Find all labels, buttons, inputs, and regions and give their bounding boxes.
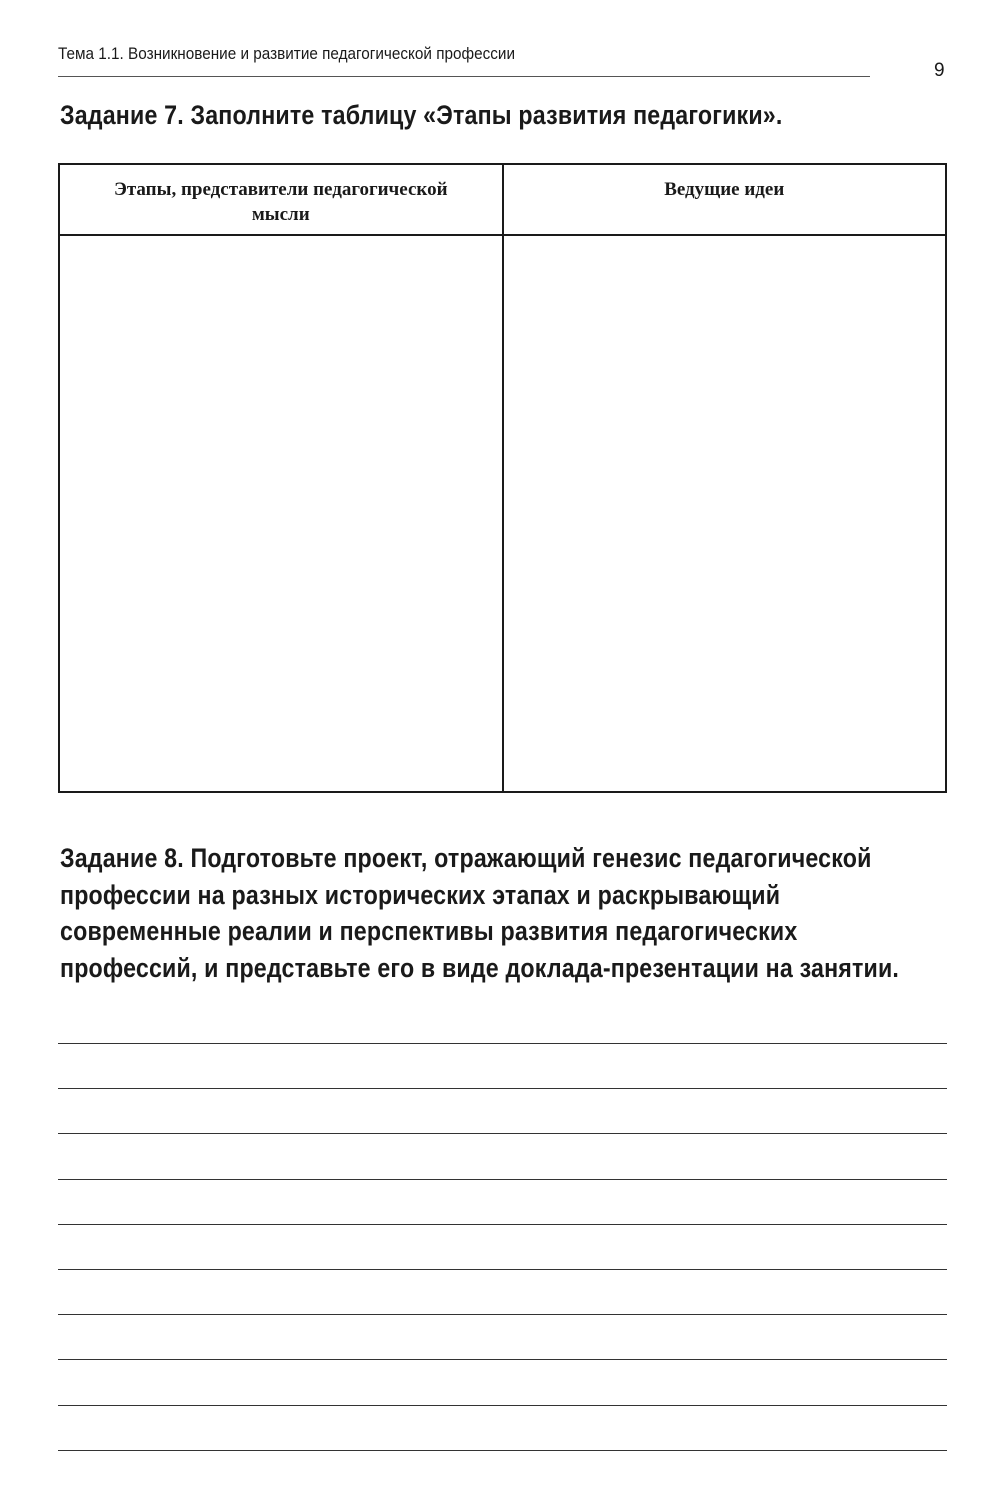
answer-line[interactable] xyxy=(58,1359,947,1360)
answer-line[interactable] xyxy=(58,1179,947,1180)
task-7-heading: Задание 7. Заполните таблицу «Этапы развития педагогики». xyxy=(60,100,783,130)
table-cell-ideas[interactable] xyxy=(503,235,947,792)
task-8-line: Задание 8. Подготовьте проект, отражающий генезис педагогической xyxy=(60,843,872,873)
task-8-line: современные реалии и перспективы развития педагогических xyxy=(60,916,798,946)
answer-line[interactable] xyxy=(58,1043,947,1044)
answer-line[interactable] xyxy=(58,1405,947,1406)
answer-line[interactable] xyxy=(58,1224,947,1225)
answer-line[interactable] xyxy=(58,1088,947,1089)
column-header-stages: Этапы, представители педагогической мысли xyxy=(59,164,503,235)
answer-line[interactable] xyxy=(58,1450,947,1451)
answer-line[interactable] xyxy=(58,1269,947,1270)
task-8-heading xyxy=(60,840,920,986)
column-header-ideas: Ведущие идеи xyxy=(503,164,947,235)
header-rule xyxy=(58,76,870,77)
table-header-row xyxy=(59,164,946,235)
answer-line[interactable] xyxy=(58,1314,947,1315)
task-8-line: профессии на разных исторических этапах и раскрывающий xyxy=(60,879,781,910)
table-cell-stages[interactable] xyxy=(59,235,503,792)
pedagogy-stages-table xyxy=(58,163,947,793)
table-row xyxy=(59,235,946,792)
answer-line[interactable] xyxy=(58,1133,947,1134)
task-8-line: профессий, и представьте его в виде доклада-презентации на занятии. xyxy=(60,952,900,983)
running-header: Тема 1.1. Возникновение и развитие педагогической профессии xyxy=(58,44,516,63)
page-number: 9 xyxy=(934,60,945,81)
